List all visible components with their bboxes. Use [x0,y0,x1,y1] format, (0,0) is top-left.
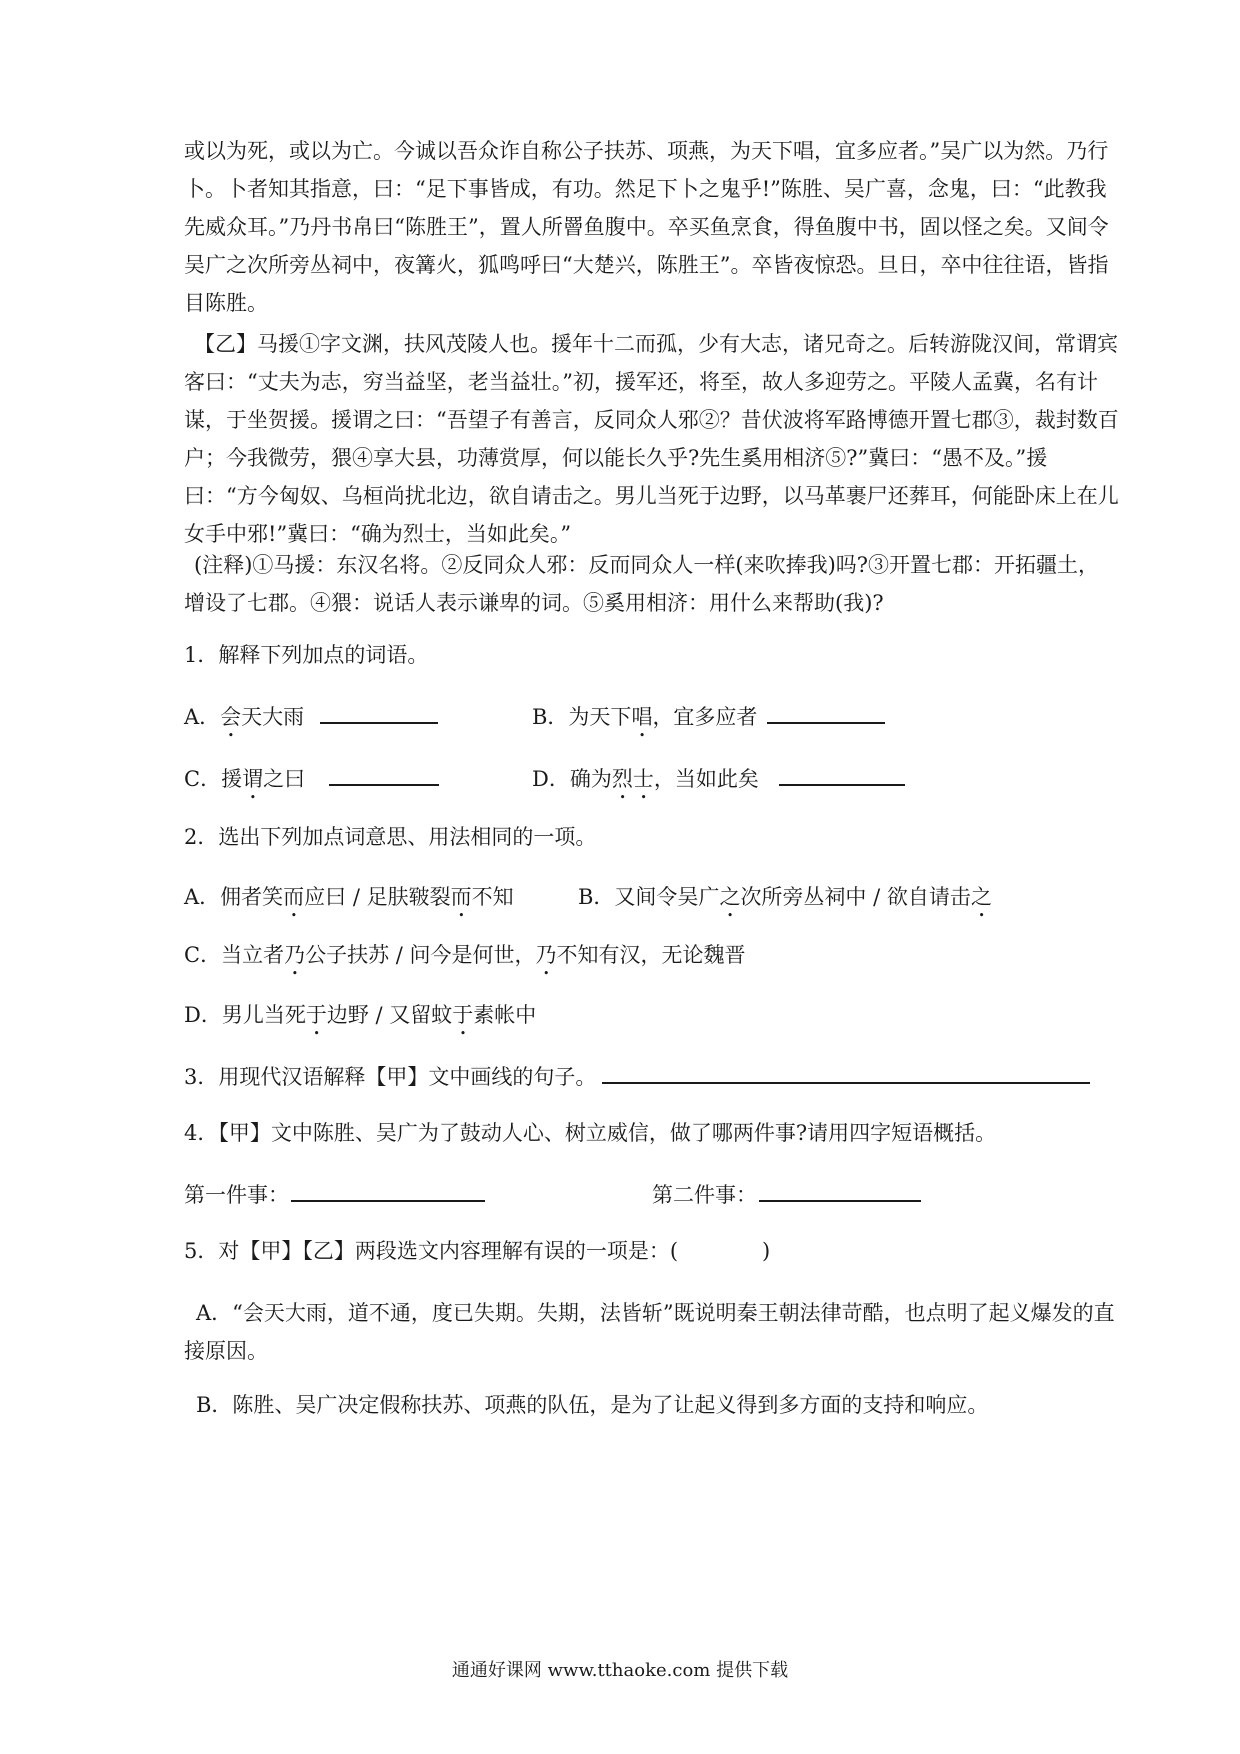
answer-blank-1a[interactable] [320,700,438,724]
dotted-word: 之 [719,885,741,909]
q1-option-c: C．援谓之曰 [184,762,439,804]
dotted-word: 唱 [631,705,653,729]
answer-blank-4-second[interactable] [759,1178,921,1202]
dotted-word: 乃 [284,943,306,967]
dotted-word: 会 [220,705,242,729]
answer-blank-1c[interactable] [329,762,439,786]
answer-blank-1b[interactable] [767,700,885,724]
passage-jia-tail: 或以为死，或以为亡。今诚以吾众诈自称公子扶苏、项燕，为天下唱，宜多应者。”吴广以为然。乃行卜。卜者知其指意，曰：“足下事皆成，有功。然足下卜之鬼乎!”陈胜、吴广喜，念鬼，曰：“此教我先威众耳。”乃丹书帛曰“陈胜王”，置人所罾鱼腹中。卒买鱼烹食，得鱼腹中书，固以怪之矣。又间令吴广之次所旁丛祠中，夜篝火，狐鸣呼曰“大楚兴，陈胜王”。卒皆夜惊恐。旦日，卒中往往语，皆指目陈胜。 [184,139,1109,315]
q2-option-d: D．男儿当死于边野 / 又留蚊于素帐中 [184,1003,537,1027]
answer-blank-4-first[interactable] [291,1178,485,1202]
q4-first-event: 第一件事： [184,1178,485,1210]
q2-option-b: B．又间令吴广之次所旁丛祠中 / 欲自请击之 [578,885,992,909]
dotted-word: 而 [450,885,472,909]
question-2-stem: 2．选出下列加点词意思、用法相同的一项。 [184,825,597,849]
q2-option-a: A．佣者笑而应曰 / 足肤皲裂而不知 [184,885,514,909]
question-4-stem: 4．【甲】文中陈胜、吴广为了鼓动人心、树立威信，做了哪两件事?请用四字短语概括。 [184,1121,997,1145]
page-footer: 通通好课网 www.tthaoke.com 提供下载 [451,1660,789,1681]
answer-blank-3[interactable] [602,1060,1090,1084]
q5-option-b: B．陈胜、吴广决定假称扶苏、项燕的队伍，是为了让起义得到多方面的支持和响应。 [196,1393,989,1417]
question-3: 3．用现代汉语解释【甲】文中画线的句子。 [184,1060,1090,1092]
annotation-notes: (注释)①马援：东汉名将。②反同众人邪：反而同众人一样(来吹捧我)吗?③开置七郡：开拓疆土，增设了七郡。④猥：说话人表示谦卑的词。⑤奚用相济：用什么来帮助(我)? [184,553,1100,615]
q1-option-a: A．会天大雨 [184,700,438,742]
q4-second-event: 第二件事： [652,1178,921,1210]
q1-option-b: B．为天下唱，宜多应者 [532,700,885,742]
answer-blank-1d[interactable] [779,762,905,786]
dotted-word: 于 [452,1003,474,1027]
q5-option-a: A．“会天大雨，道不通，度已失期。失期，法皆斩”既说明秦王朝法律苛酷，也点明了起义爆发的直接原因。 [184,1301,1115,1363]
dotted-word: 乃 [535,943,557,967]
dotted-word: 之 [970,885,992,909]
dotted-word: 而 [283,885,305,909]
passage-yi: 【乙】马援①字文渊，扶风茂陵人也。援年十二而孤，少有大志，诸兄奇之。后转游陇汉间，常谓宾客曰：“丈夫为志，穷当益坚，老当益壮。”初，援军还，将至，故人多迎劳之。平陵人孟冀，名有计谋，于坐贺援。援谓之曰：“吾望子有善言，反同众人邪②？昔伏波将军路博德开置七郡③，裁封数百户；今我微劳，猥④享大县，功薄赏厚，何以能长久乎?先生奚用相济⑤?”冀曰：“愚不及。”援曰：“方今匈奴、乌桓尚扰北边，欲自请击之。男儿当死于边野，以马革裹尸还葬耳，何能卧床上在儿女手中邪!”冀曰：“确为烈士，当如此矣。” [184,332,1119,546]
dotted-word: 烈士 [611,767,654,791]
question-1-stem: 1．解释下列加点的词语。 [184,643,429,667]
q2-option-c: C．当立者乃公子扶苏 / 问今是何世，乃不知有汉，无论魏晋 [184,943,746,967]
question-5-stem: 5．对【甲】【乙】两段选文内容理解有误的一项是：( ) [184,1239,771,1263]
q1-option-d: D．确为烈士，当如此矣 [532,762,905,804]
dotted-word: 谓 [242,767,264,791]
dotted-word: 于 [305,1003,327,1027]
